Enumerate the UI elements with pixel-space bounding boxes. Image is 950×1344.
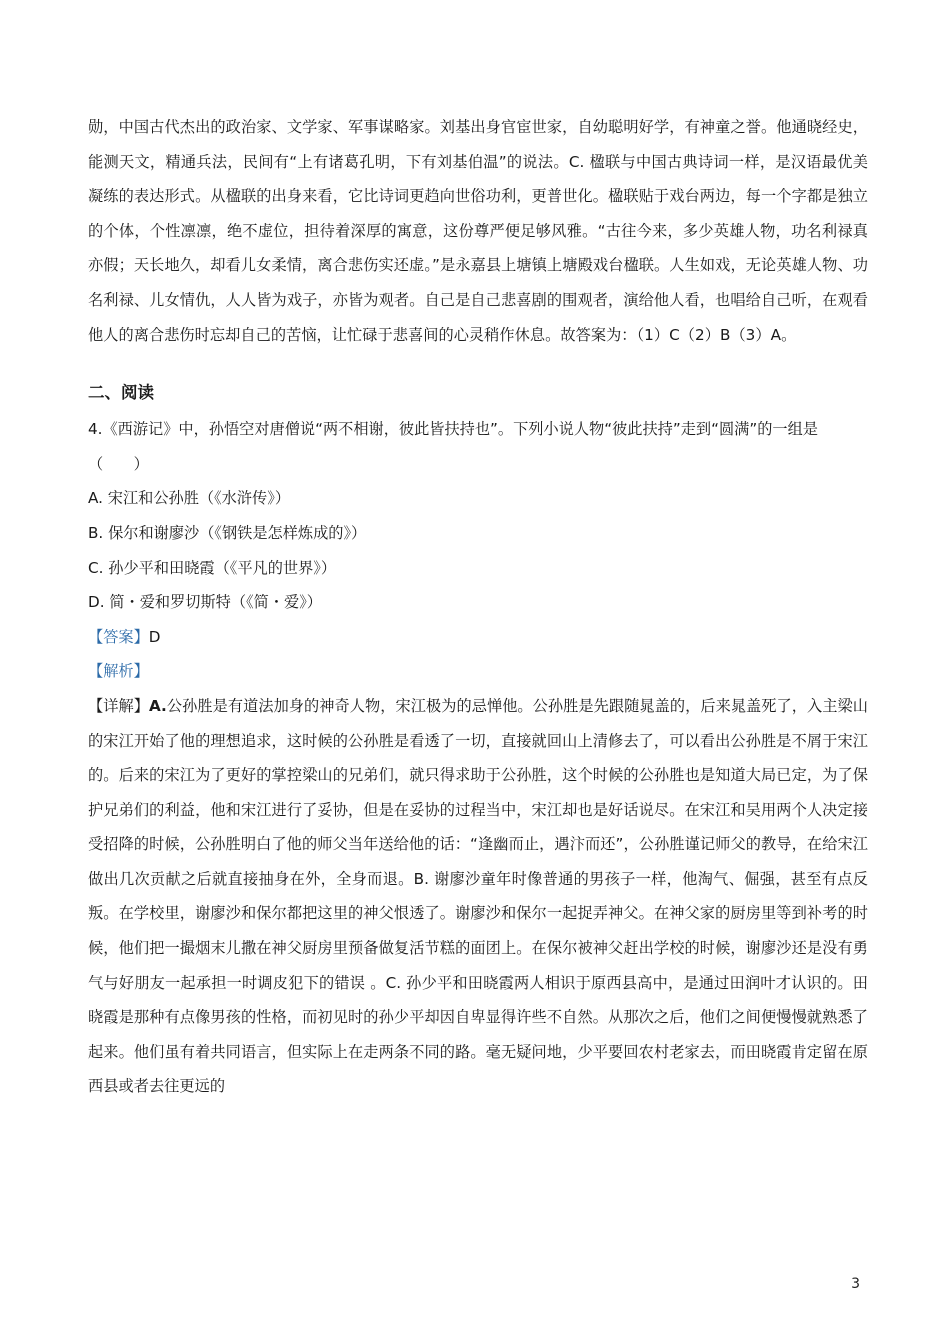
option-a: A. 宋江和公孙胜（《水浒传》） [88,489,291,508]
detail-tag: 【详解】 [88,696,149,715]
answer-line [88,620,868,655]
analysis-line [88,654,868,689]
page-number: 3 [851,1276,860,1292]
section-title: 二、阅读 [88,383,154,403]
answer-value: D [148,627,161,646]
detail-lead: A. [148,696,167,715]
option-c: C. 孙少平和田晓霞（《平凡的世界》） [88,558,337,577]
option-d: D. 简・爱和罗切斯特（《简・爱》） [88,593,322,612]
question-text: 4.《西游记》中，孙悟空对唐僧说“两不相谢，彼此皆扶持也”。下列小说人物“彼此扶持”走到“圆满”的一组是（ ） [88,420,818,473]
analysis-tag: 【解析】 [88,662,149,681]
detail-paragraph [88,689,868,1104]
detail-text: 公孙胜是有道法加身的神奇人物，宋江极为的忌惮他。公孙胜是先跟随晁盖的，后来晁盖死了，入主梁山的宋江开始了他的理想追求，这时候的公孙胜是看透了一切，直接就回山上清修去了，可以看出公孙胜是不屑于宋江的。后来的宋江为了更好的掌控梁山的兄弟们，就只得求助于公孙胜，这个时候的公孙胜也是知道大局已定，为了保护兄弟们的利益，他和宋江进行了妥协，但是在妥协的过程当中，宋江却也是好话说尽。在宋江和吴用两个人决定接受招降的时候，公孙胜明白了他的师父当年送给他的话：“逢幽而止，遇汴而还”，公孙胜谨记师父的教导，在给宋江做出几次贡献之后就直接抽身在外，全身而退。B. 谢廖沙童年时像普通的男孩子一样，他淘气、倔强，甚至有点反叛。在学校里，谢廖沙和保尔都把这里的神父恨透了。谢廖沙和保尔一起捉弄神父。在神父家的厨房里等到补考的时候，他们把一撮烟末儿撒在神父厨房里预备做复活节糕的面团上。在保尔被神父赶出学校的时候，谢廖沙还是没有勇气与好朋友一起承担一时调皮犯下的错误 。C. 孙少平和田晓霞两人相识于原西县高中，是通过田润叶才认识的。田晓霞是那种有点像男孩的性格，而初见时的孙少平却因自卑显得许些不自然。从那次之后，他们之间便慢慢就熟悉了起来。他们虽有着共同语言，但实际上在走两条不同的路。毫无疑问地，少平要回农村老家去，而田晓霞肯定留在原西县或者去往更远的 [88,696,868,1096]
answer-tag: 【答案】 [88,627,149,646]
option-b: B. 保尔和谢廖沙（《钢铁是怎样炼成的》） [88,523,367,542]
document-page [88,110,868,1104]
intro-paragraph: 勋，中国古代杰出的政治家、文学家、军事谋略家。刘基出身官宦世家，自幼聪明好学，有神童之誉。他通晓经史，能测天文，精通兵法，民间有“上有诸葛孔明，下有刘基伯温”的说法。C. 楹联与中国古典诗词一样，是汉语最优美凝练的表达形式。从楹联的出身来看，它比诗词更趋向世俗功利，更普世化。楹联贴于戏台两边，每一个字都是独立的个体，个性凛凛，绝不虚位，担待着深厚的寓意，这份尊严便足够风雅。“古往今来，多少英雄人物，功名利禄真亦假；天长地久，却看儿女柔情，离合悲伤实还虚。”是永嘉县上塘镇上塘殿戏台楹联。人生如戏，无论英雄人物、功名利禄、儿女情仇，人人皆为戏子，亦皆为观者。自己是自己悲喜剧的围观者，演给他人看，也唱给自己听，在观看他人的离合悲伤时忘却自己的苦恼，让忙碌于悲喜间的心灵稍作休息。故答案为：（1）C（2）B（3）A。 [88,118,868,344]
